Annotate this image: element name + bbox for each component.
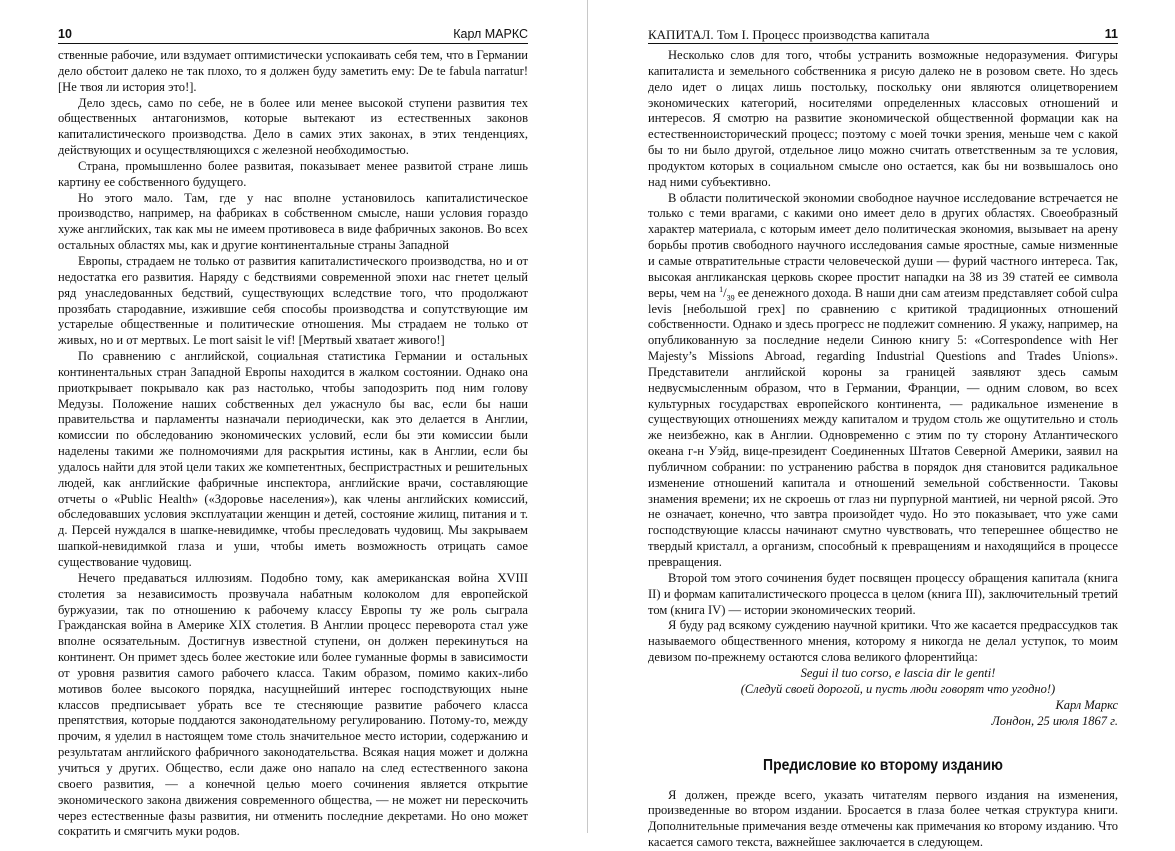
paragraph: Я буду рад всякому суждению научной критики. Что же касается предрассудков так называемого общественного мнения, которому я никогда не делал уступок, то моим девизом по-прежнему остаются слова великого флорентийца:	[648, 618, 1118, 665]
epigraph-italian: Segui il tuo corso, e lascia dir le genti!	[800, 665, 996, 680]
book-gutter	[587, 0, 588, 833]
left-page-header	[58, 26, 528, 44]
fraction-numerator: 1	[719, 284, 724, 294]
left-running-head: Карл МАРКС	[453, 27, 528, 41]
signature-date: Лондон, 25 июля 1867 г.	[991, 713, 1118, 728]
left-page-body	[58, 48, 528, 840]
signature-name: Карл Маркс	[1055, 697, 1118, 712]
right-running-head: КАПИТАЛ. Том I. Процесс производства капитала	[648, 27, 930, 42]
paragraph: Европы, страдаем не только от развития капиталистического производства, но и от недостатка его развития. Наряду с бедствиями современной эпохи нас гнетет целый ряд унаследованных бедствий, существующих вследствие того, что продолжают прозябать стародавние, изжившие себя способы производства и сопутствующие им устарелые общественные и политические отношения. Мы страдаем не только от живых, но и от мертвых. Le mort saisit le vif! [Мертвый хватает живого!]	[58, 253, 528, 348]
paragraph: ственные рабочие, или вздумает оптимистически успокаивать себя тем, что в Германии дело обстоит далеко не так плохо, то я должен буду заметить ему: De te fabula narratur! [Не твоя ли история это!].	[58, 48, 528, 94]
right-page	[648, 26, 1118, 851]
paragraph-text: ее денежного дохода. В наши дни сам атеизм представляет собой culpa levis [небольшой грех] по сравнению с критикой традиционных отношений собственности. Однако и здесь прогресс не подлежит сомнению. Я укажу, например, на опубликованную за последние недели Синюю книгу 5: «Correspondence with Her Majesty’s Missions Abroad, regarding Industrial Questions and Trades Unions». Представители английской короны за границей заявляют здесь самым недвусмысленным образом, что в Германии, Франции, — одним словом, во всех культурных государствах европейского континента, — радикальное изменение в существующих отношениях между капиталом и трудом столь же ощутительно и столь же неизбежно, как в Англии. Одновременно с этим по ту сторону Атлантического океана г-н Уэйд, вице-президент Соединенных Штатов Северной Америки, заявил на публичном собрании: по устранению рабства в порядок дня становится радикальное изменение отношений капитала и отношений земельной собственности. Таковы знамения времени; их не скроешь от глаз ни пурпурной мантией, ни черной рясой. Это не означает, конечно, что завтра произойдет чудо. Но это показывает, что уже сами господствующие классы начинают смутно чувствовать, что теперешнее общество не твердый кристалл, а организм, способный к превращениям и находящийся в процессе превращения.	[648, 285, 1118, 569]
paragraph: Но этого мало. Там, где у нас вполне установилось капиталистическое производство, например, на фабриках в собственном смысле, наши условия гораздо хуже английских, так как мы не имеем противовеса в виде фабричных законов. Во всех остальных областях мы, как и другие континентальные страны Западной	[58, 190, 528, 253]
paragraph-text: В области политической экономии свободное научное исследование встречается не только с теми врагами, с какими оно имеет дело в других областях. Своеобразный характер материала, с которым имеет дело политическая экономия, вызывает на арену борьбы против свободного научного исследования самые яростные, самые низменные и самые отвратительные страсти человеческой души — фурий частного интереса. Так, высокая англиканская церковь скорее простит нападки на 38 из 39 статей ее символа веры, чем на	[648, 190, 1118, 300]
fraction-denominator: 39	[726, 293, 735, 303]
paragraph: Нечего предаваться иллюзиям. Подобно тому, как американская война XVIII столетия за независимость прозвучала набатным колоколом для европейской буржуазии, так по отношению к рабочему классу Европы ту же роль сыграла Гражданская война в Америке XIX столетия. В Англии процесс переворота стал уже вполне осязательным. Достигнув известной ступени, он должен перекинуться на континент. Он примет здесь более жестокие или более гуманные формы в зависимости от уровня развития самого рабочего класса. Таким образом, помимо каких-либо мотивов более высокого порядка, насущнейший интерес господствующих ныне классов предписывает убрать все те стесняющие развитие рабочего класса препятствия, которые поддаются законодательному регулированию. Потому-то, между прочим, я уделил в настоящем томе столь значительное место истории, содержанию и результатам английского фабричного законодательства. Всякая нация может и должна учиться у других. Общество, если даже оно напало на след естественного закона своего развития, — а конечной целью моего сочинения является открытие экономического закона движения современного общества, — не может ни перескочить через естественные фазы развития, ни отменить последние декретами. Но оно может сократить и смягчить муки родов.	[58, 570, 528, 839]
right-page-header	[648, 26, 1118, 44]
paragraph: Я должен, прежде всего, указать читателям первого издания на изменения, произведенные во втором издании. Бросается в глаза более четкая структура книги. Дополнительные примечания везде отмечены как примечания ко второму изданию. Что касается самого текста, важнейшее заключается в следующем.	[648, 787, 1118, 850]
right-paragraphs-b	[648, 571, 1118, 666]
paragraph: Дело здесь, само по себе, не в более или менее высокой ступени развития тех общественных антагонизмов, которые вытекают из естественных законов капиталистического производства. Дело в самих этих законах, в этих тенденциях, действующих и осуществляющихся с железной необходимостью.	[58, 95, 528, 158]
paragraph: В области политической экономии свободное научное исследование встречается не только с теми врагами, с какими оно имеет дело в других областях. Своеобразный характер материала, с которым имеет дело политическая экономия, вызывает на арену борьбы против свободного научного исследования самые яростные, самые низменные и самые отвратительные страсти человеческой души — фурий частного интереса. Так, высокая англиканская церковь скорее простит нападки на 38 из 39 статей ее символа веры, чем на $^1/_{39}$ ее денежного дохода. В наши дни сам атеизм представляет собой culpa levis [небольшой грех] по сравнению с критикой традиционных отношений собственности. Однако и здесь прогресс не подлежит сомнению. Я укажу, например, на опубликованную за последние недели Синюю книгу 5: «Correspondence with Her Majesty’s Missions Abroad, regarding Industrial Questions and Trades Unions». Представители английской короны за границей заявляют здесь самым недвусмысленным образом, что в Германии, Франции, — одним словом, во всех культурных государствах европейского континента, — радикальное изменение в существующих отношениях между капиталом и трудом столь же ощутительно и столь же неизбежно, как в Англии. Одновременно с этим по ту сторону Атлантического океана г-н Уэйд, вице-президент Соединенных Штатов Северной Америки, заявил на публичном собрании: по устранению рабства в порядок дня становится радикальное изменение отношений капитала и отношений земельной собственности. Таковы знамения времени; их не скроешь от глаз ни пурпурной мантией, ни черной рясой. Это не означает, конечно, что завтра произойдет чудо. Но это показывает, что уже сами господствующие классы начинают смутно чувствовать, что теперешнее общество не твердый кристалл, а организм, способный к превращениям и находящийся в процессе превращения.	[648, 190, 1118, 569]
paragraph: Страна, промышленно более развитая, показывает менее развитой стране лишь картину ее собственного будущего.	[58, 158, 528, 189]
left-page	[58, 26, 528, 840]
epigraph-translation: (Следуй своей дорогой, и пусть люди говорят что угодно!)	[740, 681, 1056, 696]
right-page-number: 11	[1104, 27, 1118, 41]
paragraph: Второй том этого сочинения будет посвящен процессу обращения капитала (книга II) и формам капиталистического процесса в целом (книга III), заключительный третий том (книга IV) — истории экономических теорий.	[648, 570, 1118, 617]
paragraph: Несколько слов для того, чтобы устранить возможные недоразумения. Фигуры капиталиста и земельного собственника я рисую далеко не в розовом свете. Но здесь дело идет о лицах лишь постольку, поскольку они являются олицетворением экономических категорий, носителями определенных классовых отношений и интересов. Я смотрю на развитие экономической общественной формации как на естественноисторический процесс; поэтому с моей точки зрения, меньше чем с какой бы то ни было другой, отдельное лицо можно считать ответственным за те условия, продуктом которых в социальном смысле оно остается, как бы ни возвышалось оно над ними субъективно.	[648, 48, 1118, 189]
epigraph	[678, 666, 1118, 698]
right-page-body	[648, 48, 1118, 851]
right-paragraphs-a	[648, 48, 1118, 191]
paragraph: По сравнению с английской, социальная статистика Германии и остальных континентальных стран Западной Европы находится в жалком состоянии. Однако она приоткрывает покрывало как раз настолько, чтобы заподозрить под ним голову Медузы. Положение наших собственных дел ужаснуло бы вас, если бы наши правительства и парламенты назначали периодически, как это делается в Англии, комиссии по обследованию экономических условий, если бы эти комиссии были наделены такими же полномочиями для раскрытия истины, как в Англии, если бы удалось найти для этой цели таких же компетентных, беспристрастных и решительных людей, как английские фабричные инспектора, английские врачи, составляющие отчеты о «Public Health» («Здоровье населения»), как члены английских комиссий, обследовавших условия эксплуатации женщин и детей, состояние жилищ, питания и т. д. Персей нуждался в шапке-невидимке, чтобы преследовать чудовищ. Мы закрываем шапкой-невидимкой глаза и уши, чтобы иметь возможность отрицать самое существование чудовищ.	[58, 349, 528, 569]
signature-block	[648, 698, 1118, 730]
left-page-number: 10	[58, 27, 72, 41]
section-heading: Предисловие ко второму изданию	[763, 756, 1003, 774]
